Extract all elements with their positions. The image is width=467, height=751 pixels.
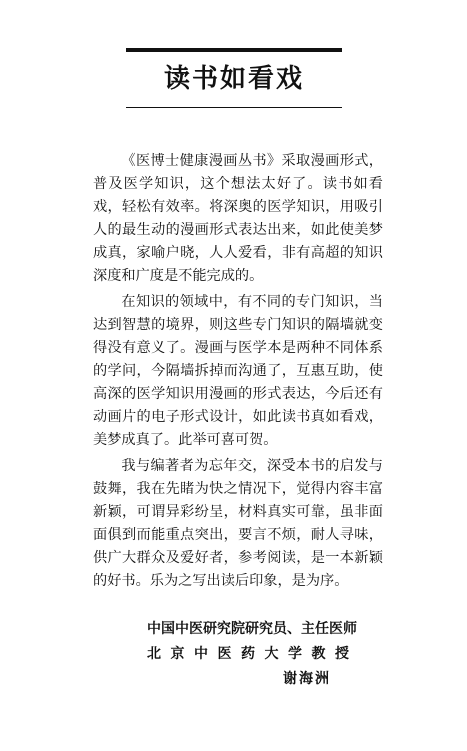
title-bottom-rule	[126, 107, 342, 108]
paragraph-1: 《医博士健康漫画丛书》采取漫画形式，普及医学知识，这个想法太好了。读书如看戏，轻松有效率。将深奥的医学知识，用吸引人的最生动的漫画形式表达出来，如此使美梦成真，家喻户晓，人人爱看，非有高超的知识深度和广度是不能完成的。	[93, 153, 383, 284]
paragraph-3: 我与编著者为忘年交，深受本书的启发与鼓舞，我在先睹为快之情况下，觉得内容丰富新颖，可谓异彩纷呈，材料真实可靠，虽非面面俱到而能重点突出，要言不烦，耐人寻味，供广大群众及爱好者，参考阅读，是一本新颖的好书。乐为之写出读后印象，是为序。	[93, 458, 383, 589]
paragraph-2: 在知识的领域中，有不同的专门知识，当达到智慧的境界，则这些专门知识的隔墙就变得没有意义了。漫画与医学本是两种不同体系的学问，今隔墙拆掉而沟通了，互惠互助，使高深的医学知识用漫画的形式表达，今后还有动画片的电子形式设计，如此读书真如看戏，美梦成真了。此举可喜可贺。	[93, 294, 383, 448]
signature-name: 谢海洲	[283, 671, 331, 687]
signature-title-line: 中国中医研究院研究员、主任医师	[147, 621, 357, 637]
signature-affiliation-line: 北京中医药大学教授	[147, 646, 359, 662]
title-top-rule	[126, 48, 342, 52]
page-title: 读书如看戏	[163, 64, 304, 94]
body-text	[93, 150, 383, 593]
